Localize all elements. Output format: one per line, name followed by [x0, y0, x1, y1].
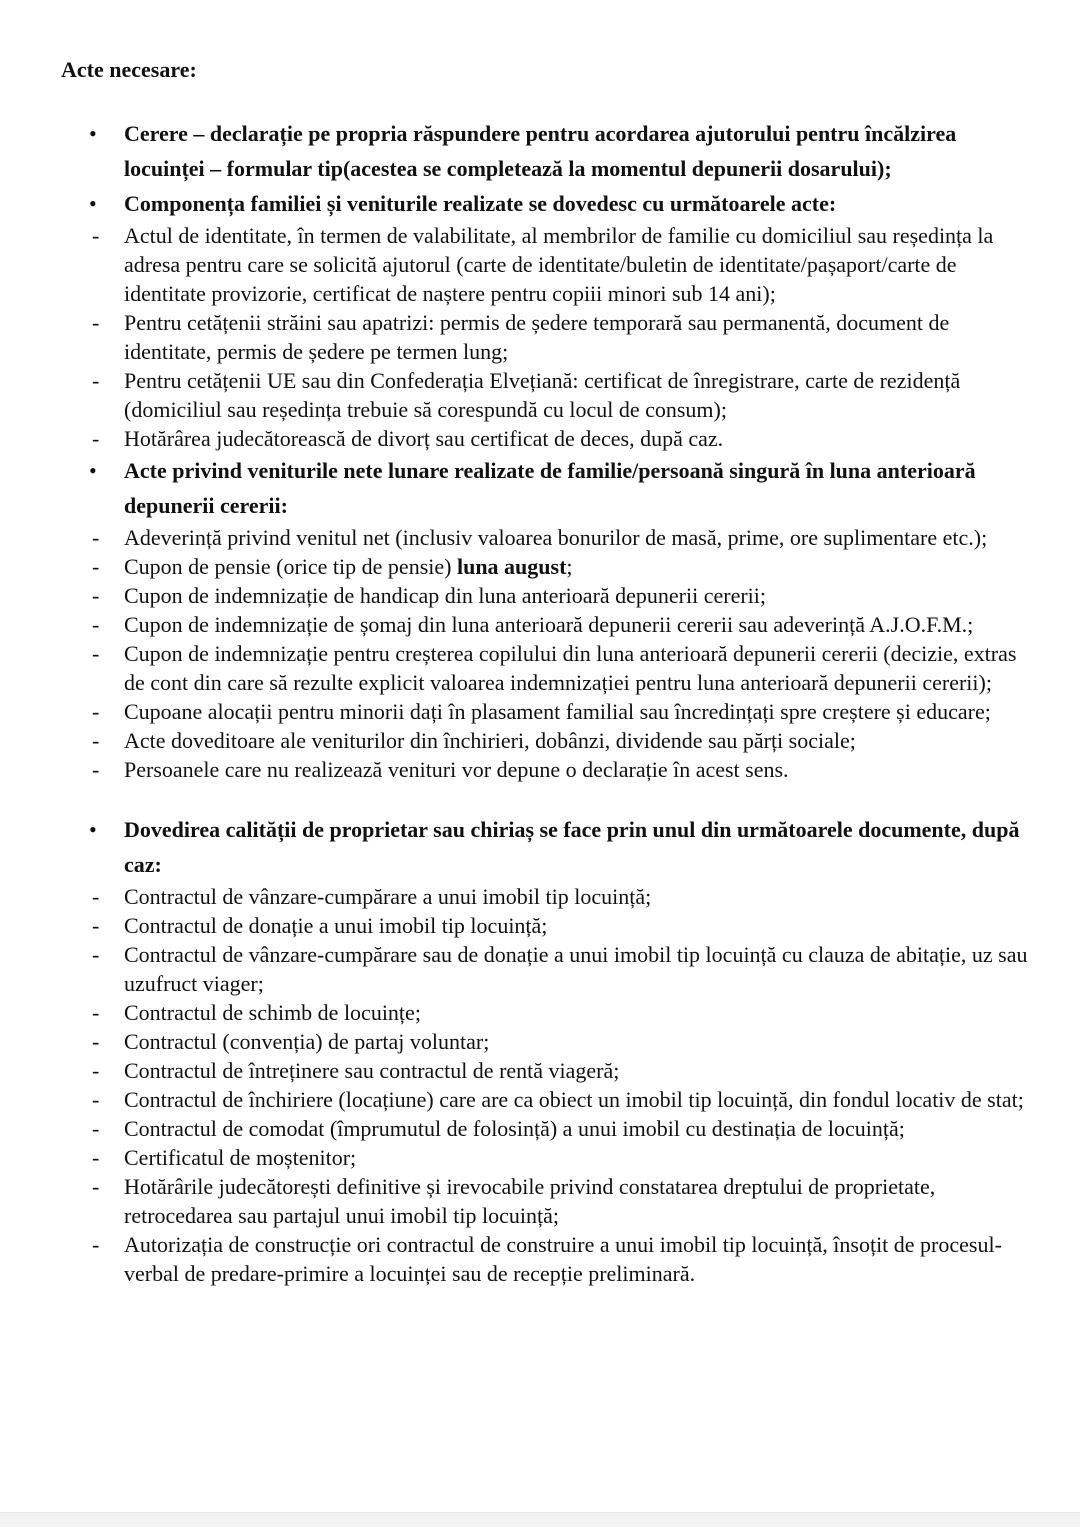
dash-marker: -	[92, 1087, 100, 1112]
section-title	[0, 186, 1080, 221]
dash-marker: -	[92, 913, 100, 938]
dash-marker: -	[92, 1058, 100, 1083]
list-item	[0, 697, 1080, 726]
section-title-text: Dovedirea calității de proprietar sau chiriaș se face prin unul din următoarele documente, după caz:	[124, 817, 1020, 877]
dash-marker: -	[92, 223, 100, 248]
dash-marker: -	[92, 884, 100, 909]
list-item	[0, 424, 1080, 453]
dash-marker: -	[92, 1174, 100, 1199]
list-item-text: Contractul de comodat (împrumutul de folosință) a unui imobil cu destinația de locuință;	[124, 1116, 905, 1141]
bullet-marker: •	[89, 458, 97, 483]
list-item	[0, 882, 1080, 911]
bullet-marker: •	[89, 121, 97, 146]
list-item-text: Certificatul de moștenitor;	[124, 1145, 357, 1170]
list-item	[0, 1230, 1080, 1288]
list-item	[0, 308, 1080, 366]
list-item	[0, 1172, 1080, 1230]
list-item-text: Contractul de schimb de locuințe;	[124, 1000, 421, 1025]
page-bottom-edge	[0, 1512, 1080, 1527]
list-item-text: Contractul (convenția) de partaj voluntar;	[124, 1029, 490, 1054]
dash-marker: -	[92, 728, 100, 753]
list-item	[0, 1143, 1080, 1172]
list-item	[0, 998, 1080, 1027]
list-item-emphasis: luna august	[456, 554, 567, 579]
list-item-text: Acte doveditoare ale veniturilor din închirieri, dobânzi, dividende sau părți sociale;	[124, 728, 856, 753]
document-section	[0, 116, 1080, 186]
list-item-text: Contractul de întreținere sau contractul de rentă viageră;	[124, 1058, 620, 1083]
list-item	[0, 726, 1080, 755]
bullet-marker: •	[89, 817, 97, 842]
list-item-tail: ;	[566, 554, 573, 579]
list-item-text: Actul de identitate, în termen de valabilitate, al membrilor de familie cu domiciliul sau reședința la adresa pentru care se solicită ajutorul (carte de identitate/buletin de identitate/pașaport/carte de identitate provizorie, certificat de naștere pentru copiii minori sub 14 ani);	[124, 223, 994, 306]
list-item	[0, 1085, 1080, 1114]
dash-marker: -	[92, 1000, 100, 1025]
list-item-text: Pentru cetățenii UE sau din Confederația Elvețiană: certificat de înregistrare, carte de rezidență (domiciliul sau reședința trebuie să corespundă cu locul de consum);	[124, 368, 961, 422]
dash-marker: -	[92, 1145, 100, 1170]
list-item-text: Cupon de indemnizație pentru creșterea copilului din luna anterioară depunerii cererii (decizie, extras de cont din care să rezulte explicit valoarea indemnizației pentru luna anterioară depunerii cererii);	[124, 641, 1017, 695]
dash-marker: -	[92, 1029, 100, 1054]
bullet-marker: •	[89, 191, 97, 216]
list-item-text: Contractul de donație a unui imobil tip locuință;	[124, 913, 548, 938]
section-title-text: Acte privind veniturile nete lunare realizate de familie/persoană singură în luna anterioară depunerii cererii:	[124, 458, 976, 518]
section-title-text: Componența familiei și veniturile realizate se dovedesc cu următoarele acte:	[124, 191, 837, 216]
list-item-text: Hotărârea judecătorească de divorț sau certificat de deces, după caz.	[124, 426, 724, 451]
document-body	[0, 116, 1080, 1288]
dash-marker: -	[92, 368, 100, 393]
dash-marker: -	[92, 641, 100, 666]
list-item	[0, 911, 1080, 940]
list-item-text: Contractul de vânzare-cumpărare a unui imobil tip locuință;	[124, 884, 652, 909]
dash-marker: -	[92, 426, 100, 451]
list-item	[0, 581, 1080, 610]
list-item-text: Hotărârile judecătorești definitive și irevocabile privind constatarea dreptului de proprietate, retrocedarea sau partajul unui imobil tip locuință;	[124, 1174, 936, 1228]
section-title-text: Cerere – declarație pe propria răspundere pentru acordarea ajutorului pentru încălzirea locuinței – formular tip(acestea se completează la momentul depunerii dosarului);	[124, 121, 957, 181]
section-title	[0, 812, 1080, 882]
dash-marker: -	[92, 942, 100, 967]
list-item-text: Cupon de indemnizație de handicap din luna anterioară depunerii cererii;	[124, 583, 767, 608]
list-item-text: Cupon de pensie (orice tip de pensie)	[124, 554, 457, 579]
dash-marker: -	[92, 583, 100, 608]
document-heading: Acte necesare:	[61, 57, 197, 82]
list-item-text: Contractul de vânzare-cumpărare sau de donație a unui imobil tip locuință cu clauza de abitație, uz sau uzufruct viager;	[124, 942, 1028, 996]
dash-marker: -	[92, 1232, 100, 1257]
list-item-text: Adeverință privind venitul net (inclusiv valoarea bonurilor de masă, prime, ore suplimentare etc.);	[124, 525, 988, 550]
list-item	[0, 1056, 1080, 1085]
document-section	[0, 812, 1080, 1288]
list-item-text: Autorizația de construcție ori contractul de construire a unui imobil tip locuință, însoțit de procesul-verbal de predare-primire a locuinței sau de recepție preliminară.	[124, 1232, 1002, 1286]
list-item	[0, 523, 1080, 552]
dash-marker: -	[92, 554, 100, 579]
list-item	[0, 1027, 1080, 1056]
list-item	[0, 366, 1080, 424]
section-title	[0, 453, 1080, 523]
list-item-text: Contractul de închiriere (locațiune) care are ca obiect un imobil tip locuință, din fondul locativ de stat;	[124, 1087, 1024, 1112]
list-item	[0, 221, 1080, 308]
list-item-text: Cupoane alocații pentru minorii dați în plasament familial sau încredințați spre creștere și educare;	[124, 699, 991, 724]
dash-marker: -	[92, 1116, 100, 1141]
dash-marker: -	[92, 525, 100, 550]
list-item	[0, 1114, 1080, 1143]
list-item	[0, 639, 1080, 697]
list-item	[0, 755, 1080, 784]
dash-marker: -	[92, 699, 100, 724]
list-item	[0, 552, 1080, 581]
list-item	[0, 940, 1080, 998]
section-title	[0, 116, 1080, 186]
list-item-text: Pentru cetățenii străini sau apatrizi: permis de ședere temporară sau permanentă, document de identitate, permis de ședere pe termen lung;	[124, 310, 950, 364]
dash-marker: -	[92, 310, 100, 335]
document-section	[0, 453, 1080, 784]
list-item-text: Cupon de indemnizație de șomaj din luna anterioară depunerii cererii sau adeverință A.J.O.F.M.;	[124, 612, 974, 637]
document-section	[0, 186, 1080, 453]
list-item	[0, 610, 1080, 639]
dash-marker: -	[92, 757, 100, 782]
dash-marker: -	[92, 612, 100, 637]
list-item-text: Persoanele care nu realizează venituri vor depune o declarație în acest sens.	[124, 757, 789, 782]
